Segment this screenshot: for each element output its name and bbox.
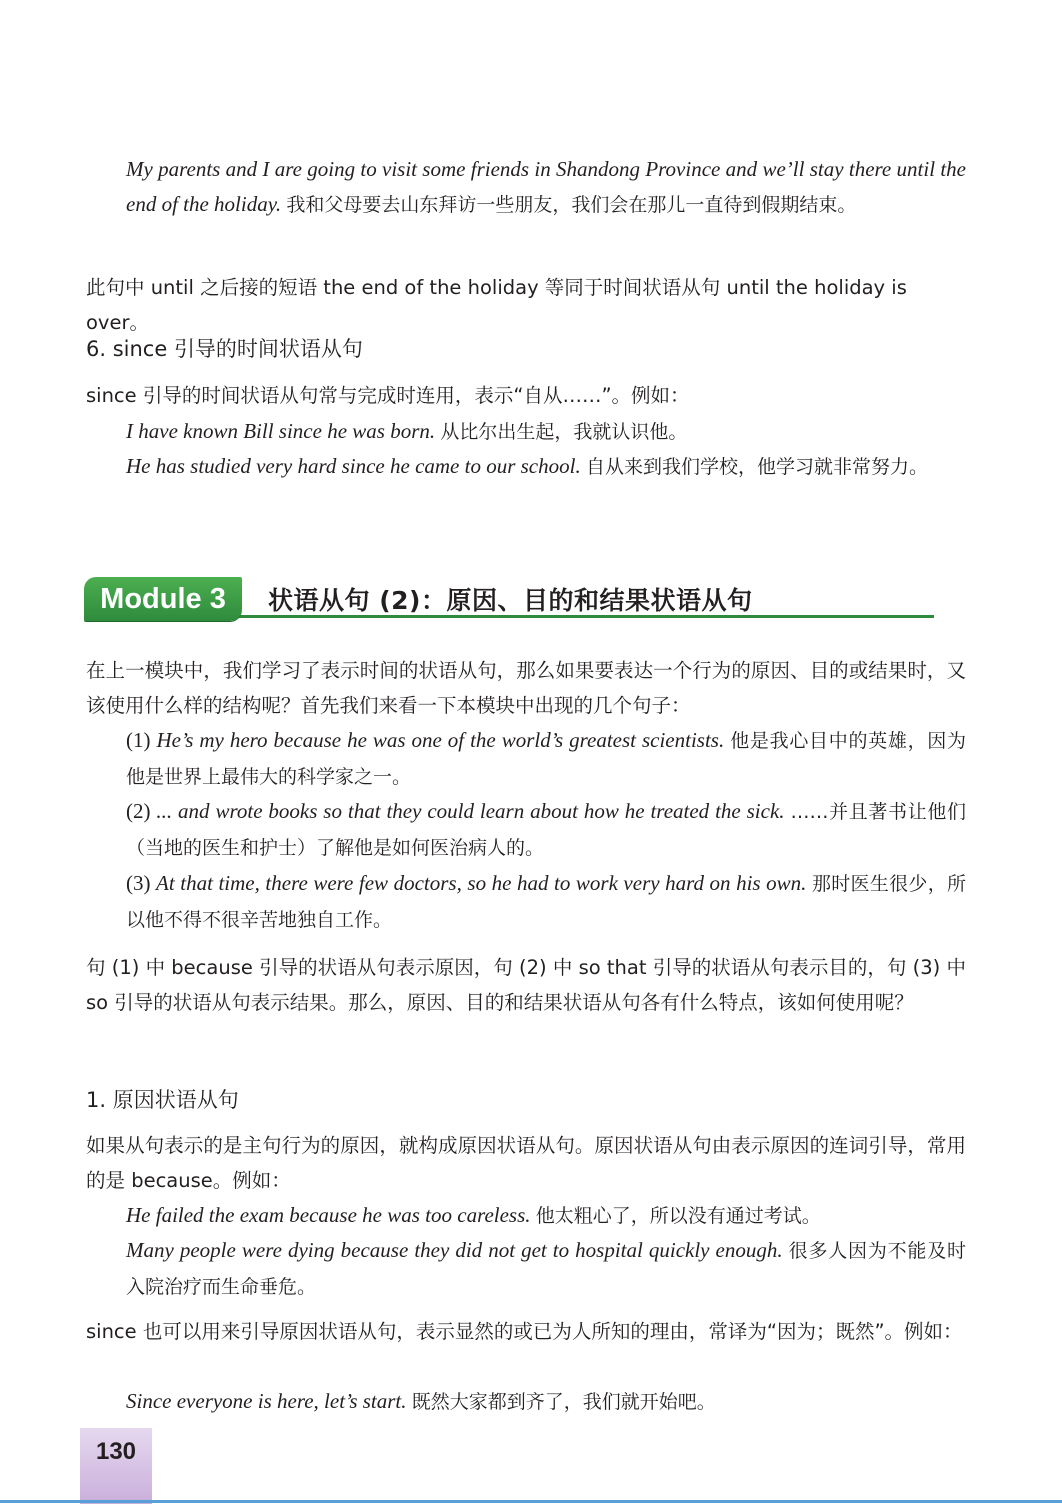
sentence-number: (2) — [126, 799, 151, 823]
example-chinese: 自从来到我们学校，他学习就非常努力。 — [585, 456, 928, 478]
example-sentence — [126, 414, 966, 450]
example-english: He has studied very hard since he came to our school. — [126, 454, 581, 478]
example-english: Since everyone is here, let’s start. — [126, 1389, 407, 1413]
explanation-paragraph: since 也可以用来引导原因状语从句，表示显然的或已为人所知的理由，常译为“因为；既然”。例如： — [86, 1320, 963, 1343]
intro-paragraph: 在上一模块中，我们学习了表示时间的状语从句，那么如果要表达一个行为的原因、目的或结果时，又该使用什么样的结构呢？首先我们来看一下本模块中出现的几个句子： — [86, 659, 966, 717]
example-chinese: 那时医生很少，所以他不得不很辛苦地独自工作。 — [126, 873, 966, 931]
explanation-paragraph: 句 (1) 中 because 引导的状语从句表示原因，句 (2) 中 so that 引导的状语从句表示目的，句 (3) 中 so 引导的状语从句表示结果。那么，原因、目的和结果状语从句各有什么特点，该如何使用呢？ — [86, 956, 966, 1014]
example-english: ... and wrote books so that they could learn about how he treated the sick. — [156, 799, 785, 823]
example-sentence — [126, 152, 966, 223]
page-number-tab — [80, 1428, 152, 1504]
section-heading-since: 6. since 引导的时间状语从句 — [86, 337, 363, 361]
module-header — [84, 577, 934, 621]
sentence-number: (3) — [126, 871, 151, 895]
example-sentence — [126, 1233, 966, 1305]
example-english: I have known Bill since he was born. — [126, 419, 436, 443]
page-number: 130 — [95, 1438, 137, 1465]
explanation-paragraph: since 引导的时间状语从句常与完成时连用，表示“自从……”。例如： — [86, 384, 690, 407]
module-title: 状语从句 (2)：原因、目的和结果状语从句 — [268, 586, 753, 615]
module-badge: Module 3 — [84, 577, 242, 621]
example-sentence — [126, 449, 966, 485]
numbered-sentence — [126, 794, 966, 866]
example-sentence — [126, 1384, 966, 1420]
example-chinese: 我和父母要去山东拜访一些朋友，我们会在那儿一直待到假期结束。 — [286, 194, 857, 216]
example-chinese: 既然大家都到齐了，我们就开始吧。 — [411, 1391, 716, 1413]
example-chinese: 他太粗心了，所以没有通过考试。 — [535, 1205, 821, 1227]
numbered-sentence — [126, 723, 966, 795]
example-chinese: ……并且著书让他们（当地的医生和护士）了解他是如何医治病人的。 — [126, 801, 966, 859]
section-heading-reason: 1. 原因状语从句 — [86, 1088, 239, 1112]
example-chinese: 很多人因为不能及时入院治疗而生命垂危。 — [126, 1240, 966, 1298]
example-english: Many people were dying because they did not get to hospital quickly enough. — [126, 1238, 783, 1262]
bottom-rule — [0, 1500, 1062, 1503]
numbered-sentence — [126, 866, 966, 938]
example-chinese: 他是我心目中的英雄，因为他是世界上最伟大的科学家之一。 — [126, 730, 967, 788]
example-english: At that time, there were few doctors, so he had to work very hard on his own. — [156, 871, 807, 895]
sentence-number: (1) — [126, 728, 151, 752]
explanation-paragraph: 此句中 until 之后接的短语 the end of the holiday 等同于时间状语从句 until the holiday is over。 — [86, 276, 907, 334]
example-sentence — [126, 1198, 966, 1234]
explanation-paragraph: 如果从句表示的是主句行为的原因，就构成原因状语从句。原因状语从句由表示原因的连词引导，常用的是 because。例如： — [86, 1134, 966, 1192]
example-chinese: 从比尔出生起，我就认识他。 — [440, 421, 688, 443]
example-english: He failed the exam because he was too careless. — [126, 1203, 531, 1227]
example-english: My parents and I are going to visit some friends in Shandong Province and we’ll stay there until the end of the holiday. — [126, 157, 966, 216]
example-english: He’s my hero because he was one of the world’s greatest scientists. — [156, 728, 725, 752]
